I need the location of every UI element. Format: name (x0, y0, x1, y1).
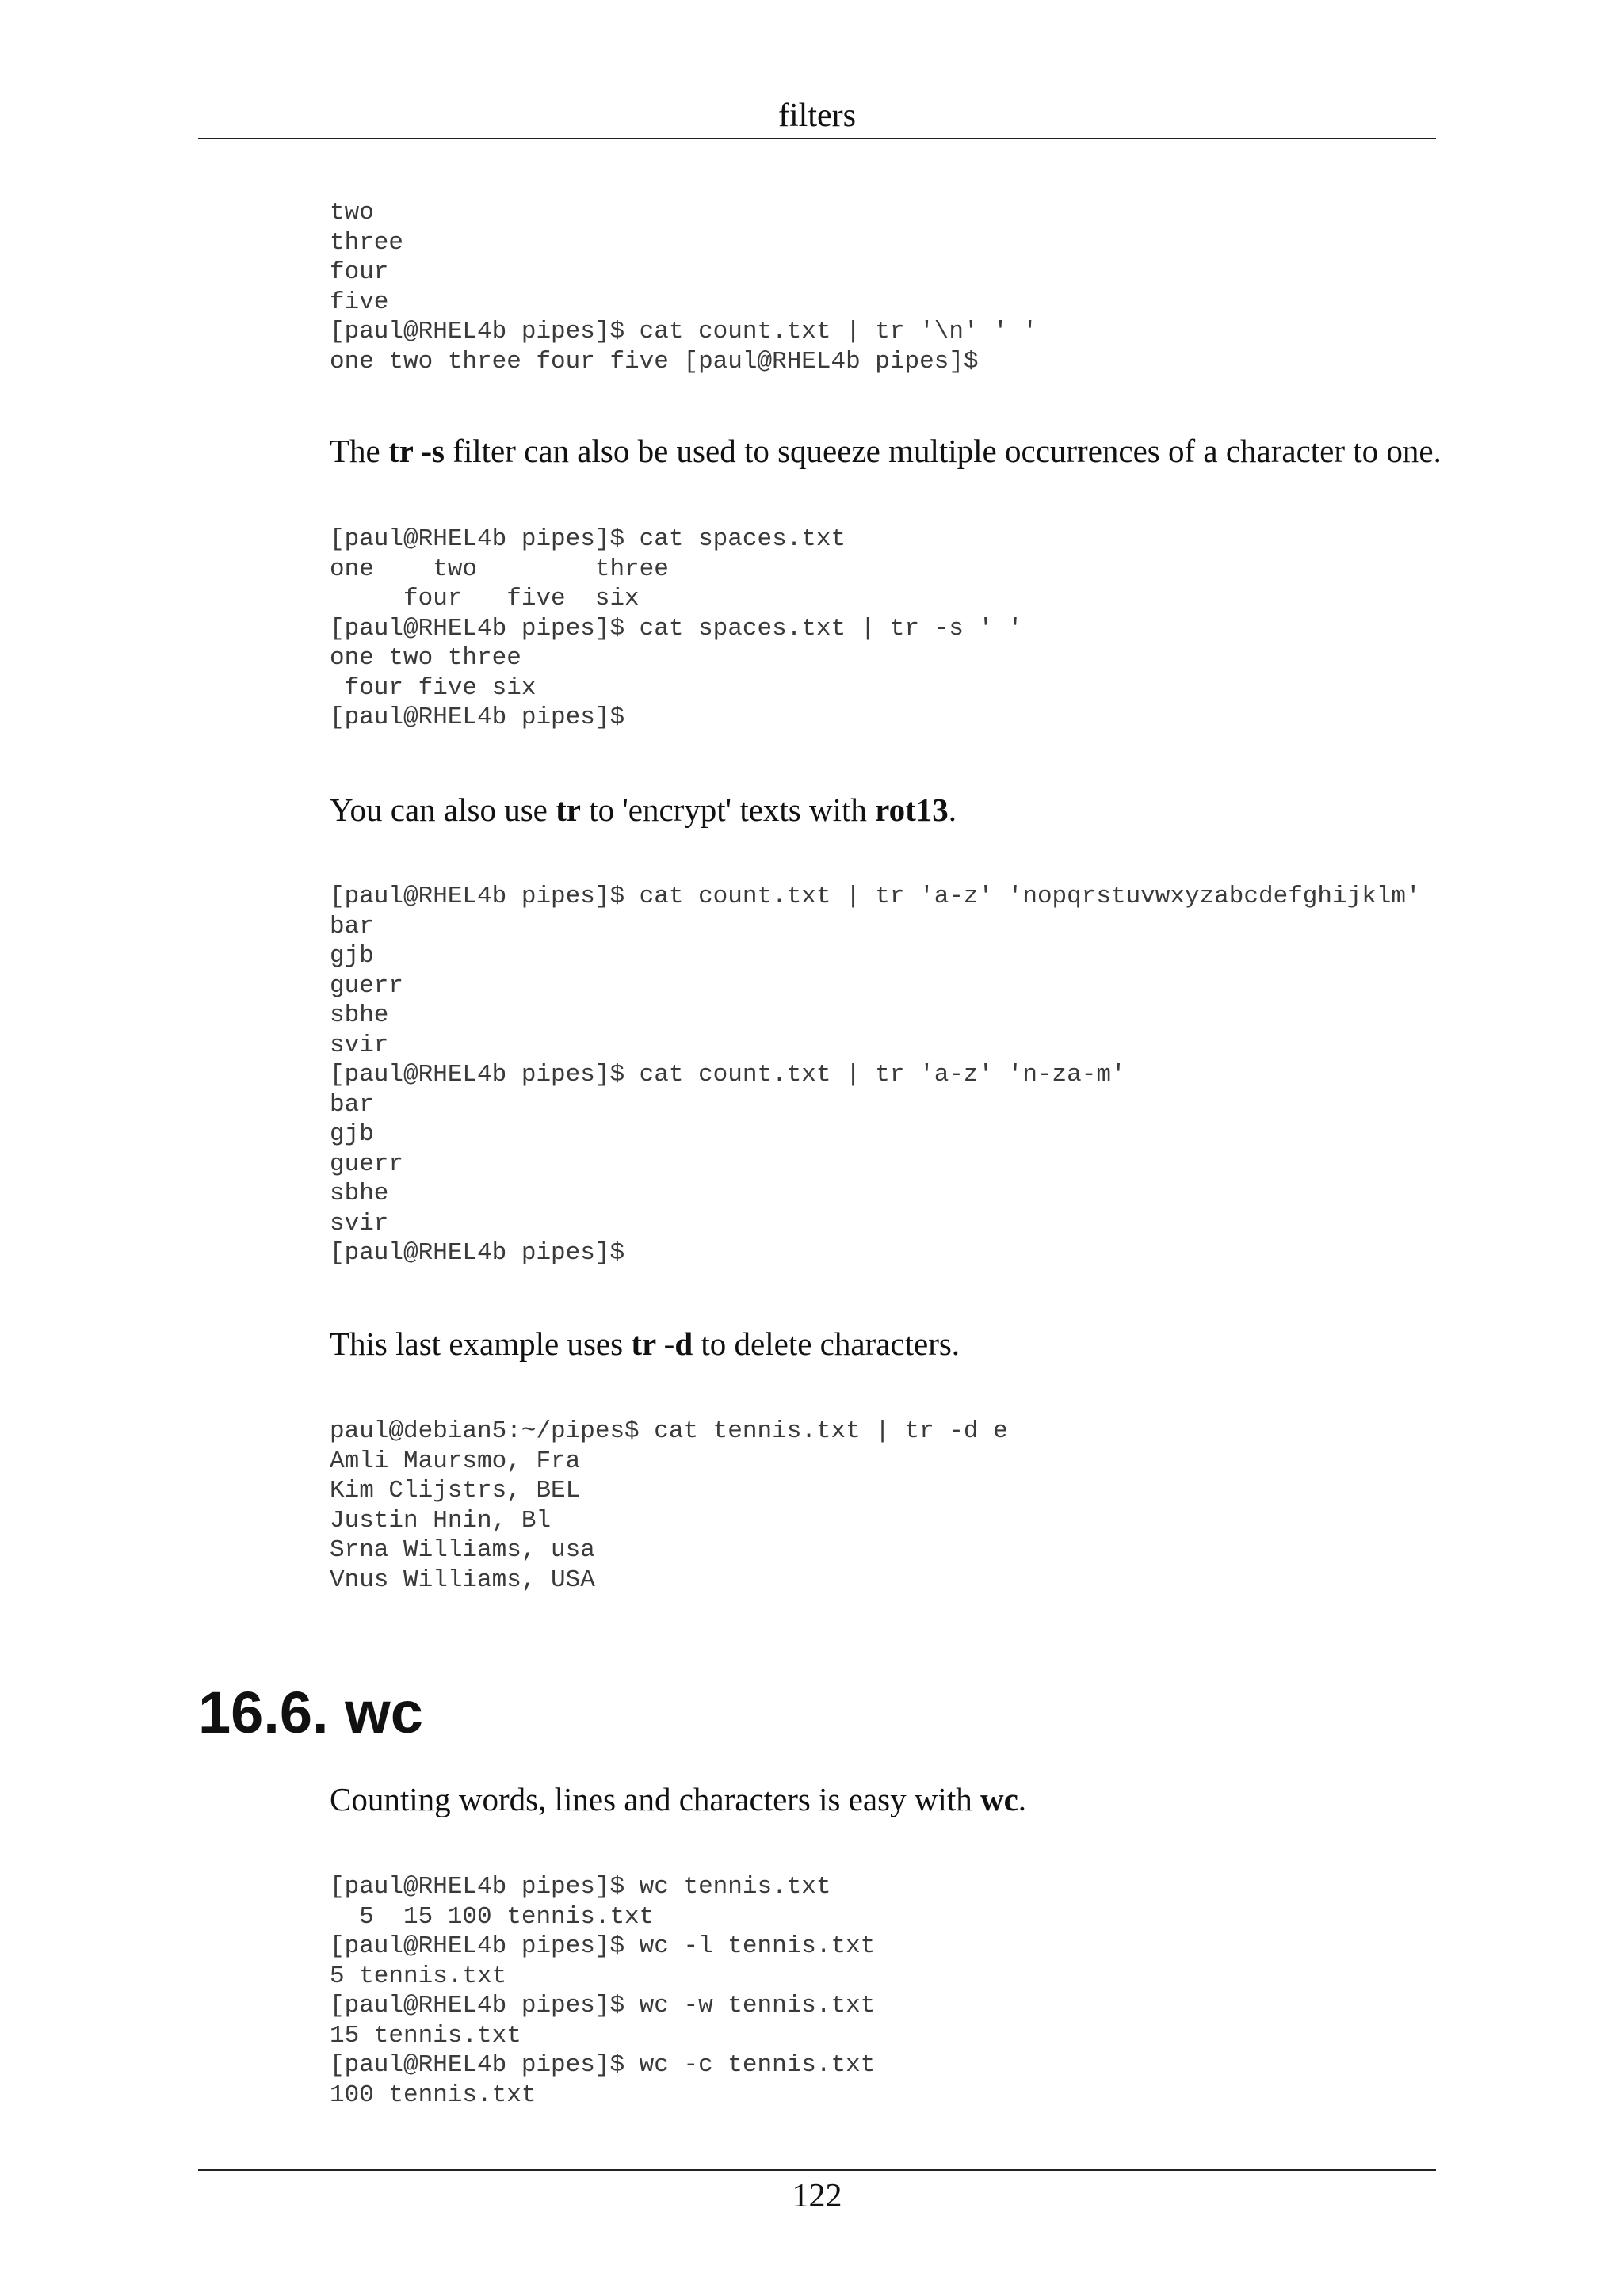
code-block-squeeze-spaces: [paul@RHEL4b pipes]$ cat spaces.txt one two three four five six [paul@RHEL4b pipes]$ cat spaces.txt | tr -s ' ' one two three four five six [paul@RHEL4b pipes]$ (330, 525, 1023, 731)
running-header: filters (778, 97, 856, 134)
code-block-newline-translate: two three four five [paul@RHEL4b pipes]$ cat count.txt | tr '\n' ' ' one two three four five [paul@RHEL4b pipes]$ (330, 199, 1037, 376)
code-block-wc: [paul@RHEL4b pipes]$ wc tennis.txt 5 15 100 tennis.txt [paul@RHEL4b pipes]$ wc -l tennis.txt 5 tennis.txt [paul@RHEL4b pipes]$ wc -w tennis.txt 15 tennis.txt [paul@RHEL4b pipes]$ wc -c tennis.txt 100 tennis.txt (330, 1873, 876, 2109)
paragraph-rot13: You can also use tr to 'encrypt' texts with rot13. (330, 791, 957, 828)
footer-rule (198, 2169, 1436, 2171)
code-block-rot13: [paul@RHEL4b pipes]$ cat count.txt | tr 'a-z' 'nopqrstuvwxyzabcdefghijklm' bar gjb guerr sbhe svir [paul@RHEL4b pipes]$ cat count.txt | tr 'a-z' 'n-za-m' bar gjb guerr sbhe svir [paul@RHEL4b pipes]$ (330, 883, 1421, 1267)
paragraph-tr-delete: This last example uses tr -d to delete characters. (330, 1325, 960, 1362)
header-rule (198, 138, 1436, 139)
section-heading: 16.6. wc (198, 1680, 423, 1745)
page-number: 122 (792, 2178, 842, 2214)
code-block-delete-chars: paul@debian5:~/pipes$ cat tennis.txt | tr -d e Amli Maursmo, Fra Kim Clijstrs, BEL Justin Hnin, Bl Srna Williams, usa Vnus Williams, USA (330, 1417, 1008, 1594)
paragraph-wc-intro: Counting words, lines and characters is easy with wc. (330, 1781, 1027, 1817)
paragraph-tr-squeeze: The tr -s filter can also be used to squeeze multiple occurrences of a character to one. (330, 433, 1442, 469)
